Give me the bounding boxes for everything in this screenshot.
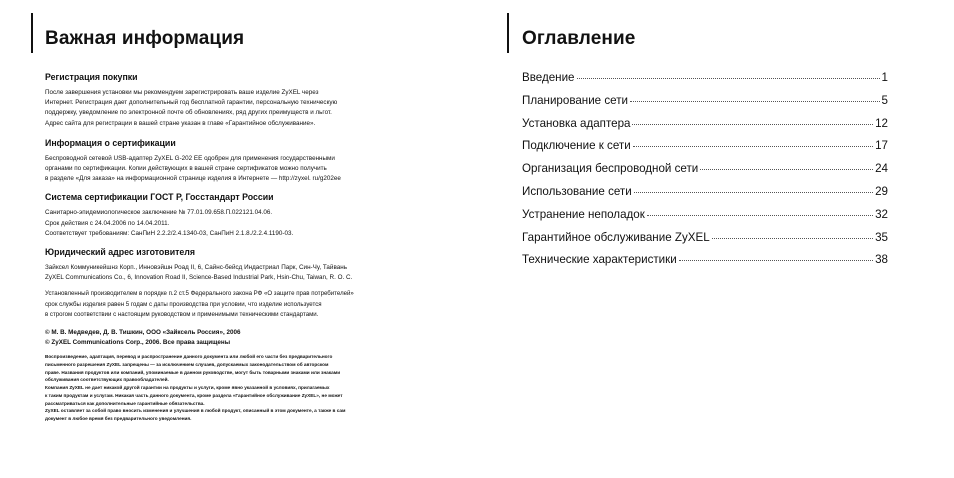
dot-leader bbox=[700, 169, 873, 170]
toc-entry-title: Использование сети bbox=[522, 184, 632, 198]
toc-entry[interactable] bbox=[522, 94, 888, 117]
copyright-notice: © М. В. Медведев, Д. В. Тишкин, ООО «Зайксель Россия», 2006 © ZyXEL Communications Corp., 2006. Все права защищены bbox=[45, 329, 241, 347]
section-text: После завершения установки мы рекомендуем зарегистрировать ваше изделие ZyXEL через Интернет. Регистрация дает дополнительный год бесплатной гарантии, персональную техническую поддержку, уведомление по электронной почте об обновлениях, ряд других преимуществ и льгот. Адрес сайта для регистрации в вашей стране указан в главе «Гарантийное обслуживание». bbox=[45, 89, 338, 127]
section-text: Санитарно-эпидемиологическое заключение № 77.01.09.658.П.022121.04.06. Срок действия с 24.04.2006 по 14.04.2011. Соответствует требованиям: СанПиН 2.2.2/2.4.1340-03, СанПиН 2.1.8./2.2.4.1190-03. bbox=[45, 209, 294, 237]
manufacturer-address-section bbox=[45, 247, 445, 283]
toc-entry-title: Установка адаптера bbox=[522, 116, 631, 130]
toc-page-number: 24 bbox=[875, 162, 888, 176]
registration-section bbox=[45, 72, 445, 129]
section-heading: Регистрация покупки bbox=[45, 72, 138, 82]
section-heading: Система сертификации ГОСТ Р, Госстандарт России bbox=[45, 192, 274, 203]
toc-entry-title: Подключение к сети bbox=[522, 139, 631, 153]
section-text: Беспроводной сетевой USB-адаптер ZyXEL G-202 EE одобрен для применения государственными органами по сертификации. Копии действующих в вашей стране сертификатов можно получить в разделе «Для заказа» на информационной странице изделия в Интернете — http://zyxel. ru/g202ee bbox=[45, 154, 341, 183]
dot-leader bbox=[679, 260, 873, 261]
section-heading: Информация о сертификации bbox=[45, 137, 176, 148]
toc-page-number: 17 bbox=[875, 139, 888, 153]
toc-page-number: 5 bbox=[881, 93, 888, 107]
toc-entry-title: Организация беспроводной сети bbox=[522, 162, 699, 176]
important-info-body bbox=[45, 72, 445, 423]
dot-leader bbox=[712, 238, 873, 239]
toc-page-number: 32 bbox=[875, 207, 888, 221]
toc-entry[interactable] bbox=[522, 208, 888, 231]
dot-leader bbox=[630, 101, 880, 102]
section-text: Зайксел Коммуникейшнз Корп., Инновэйшн Роад II, 6, Сайнс-бейсд Индастриал Парк, Син-Чу, Тайвань ZyXEL Communications Co., 6, Innovation Road II, Science-Based Industrial Park, Hsin-Chu, Taiwan, R. O. C. bbox=[45, 264, 353, 282]
legal-fine-print: Воспроизведение, адаптация, перевод и распространение данного документа или любой его части без предварительного письменного разрешения ZyXEL запрещены — за исключением случаев, допускаемых законодательством об авторском праве. Названия продуктов или компаний, упоминаемые в данном руководстве, могут быть товарными знаками или знаками обслуживания соответствующих правообладателей. Компания ZyXEL не дает никакой другой гарантии на продукты и услуги, кроме явно указанной в условиях, прилагаемых к таким продуктам и услугам. Никакая часть данного документа, кроме раздела «Гарантийное обслуживание ZyXEL», не может рассматриваться как дополнительные гарантийные обязательства. ZyXEL оставляет за собой право вносить изменения и улучшения в любой продукт, описанный в этом документе, а также в сам документ в любое время без предварительного уведомления. bbox=[45, 354, 346, 421]
toc-entry[interactable] bbox=[522, 162, 888, 185]
dot-leader bbox=[633, 146, 873, 147]
table-of-contents bbox=[522, 71, 888, 276]
toc-entry-title: Планирование сети bbox=[522, 93, 628, 107]
toc-page-number: 29 bbox=[875, 184, 888, 198]
toc-entry[interactable] bbox=[522, 231, 888, 254]
certification-section bbox=[45, 138, 445, 185]
toc-page-number: 12 bbox=[875, 116, 888, 130]
toc-page-number: 35 bbox=[875, 230, 888, 244]
toc-entry[interactable] bbox=[522, 253, 888, 276]
toc-page-number: 38 bbox=[875, 253, 888, 267]
toc-entry-title: Технические характеристики bbox=[522, 253, 677, 267]
service-life-notice: Установленный производителем в порядке п.2 ст.5 Федерального закона РФ «О защите прав потребителей» срок службы изделия равен 5 годам с даты производства при условии, что изделие используется в строгом соответствии с настоящим руководством и применимыми техническими стандартами. bbox=[45, 290, 354, 319]
dot-leader bbox=[632, 124, 873, 125]
toc-entry-title: Гарантийное обслуживание ZyXEL bbox=[522, 230, 710, 244]
toc-page-number: 1 bbox=[881, 71, 888, 84]
section-heading: Юридический адрес изготовителя bbox=[45, 247, 196, 258]
dot-leader bbox=[647, 215, 873, 216]
dot-leader bbox=[634, 192, 873, 193]
left-title-rule bbox=[31, 13, 33, 53]
toc-entry[interactable] bbox=[522, 185, 888, 208]
gost-section bbox=[45, 192, 445, 239]
toc-entry-title: Устранение неполадок bbox=[522, 207, 645, 221]
toc-entry-title: Введение bbox=[522, 71, 575, 84]
toc-entry[interactable] bbox=[522, 71, 888, 94]
dot-leader bbox=[577, 78, 880, 79]
toc-title: Оглавление bbox=[522, 28, 636, 49]
toc-entry[interactable] bbox=[522, 117, 888, 140]
right-title-rule bbox=[507, 13, 509, 53]
toc-entry[interactable] bbox=[522, 139, 888, 162]
important-info-title: Важная информация bbox=[45, 28, 245, 49]
